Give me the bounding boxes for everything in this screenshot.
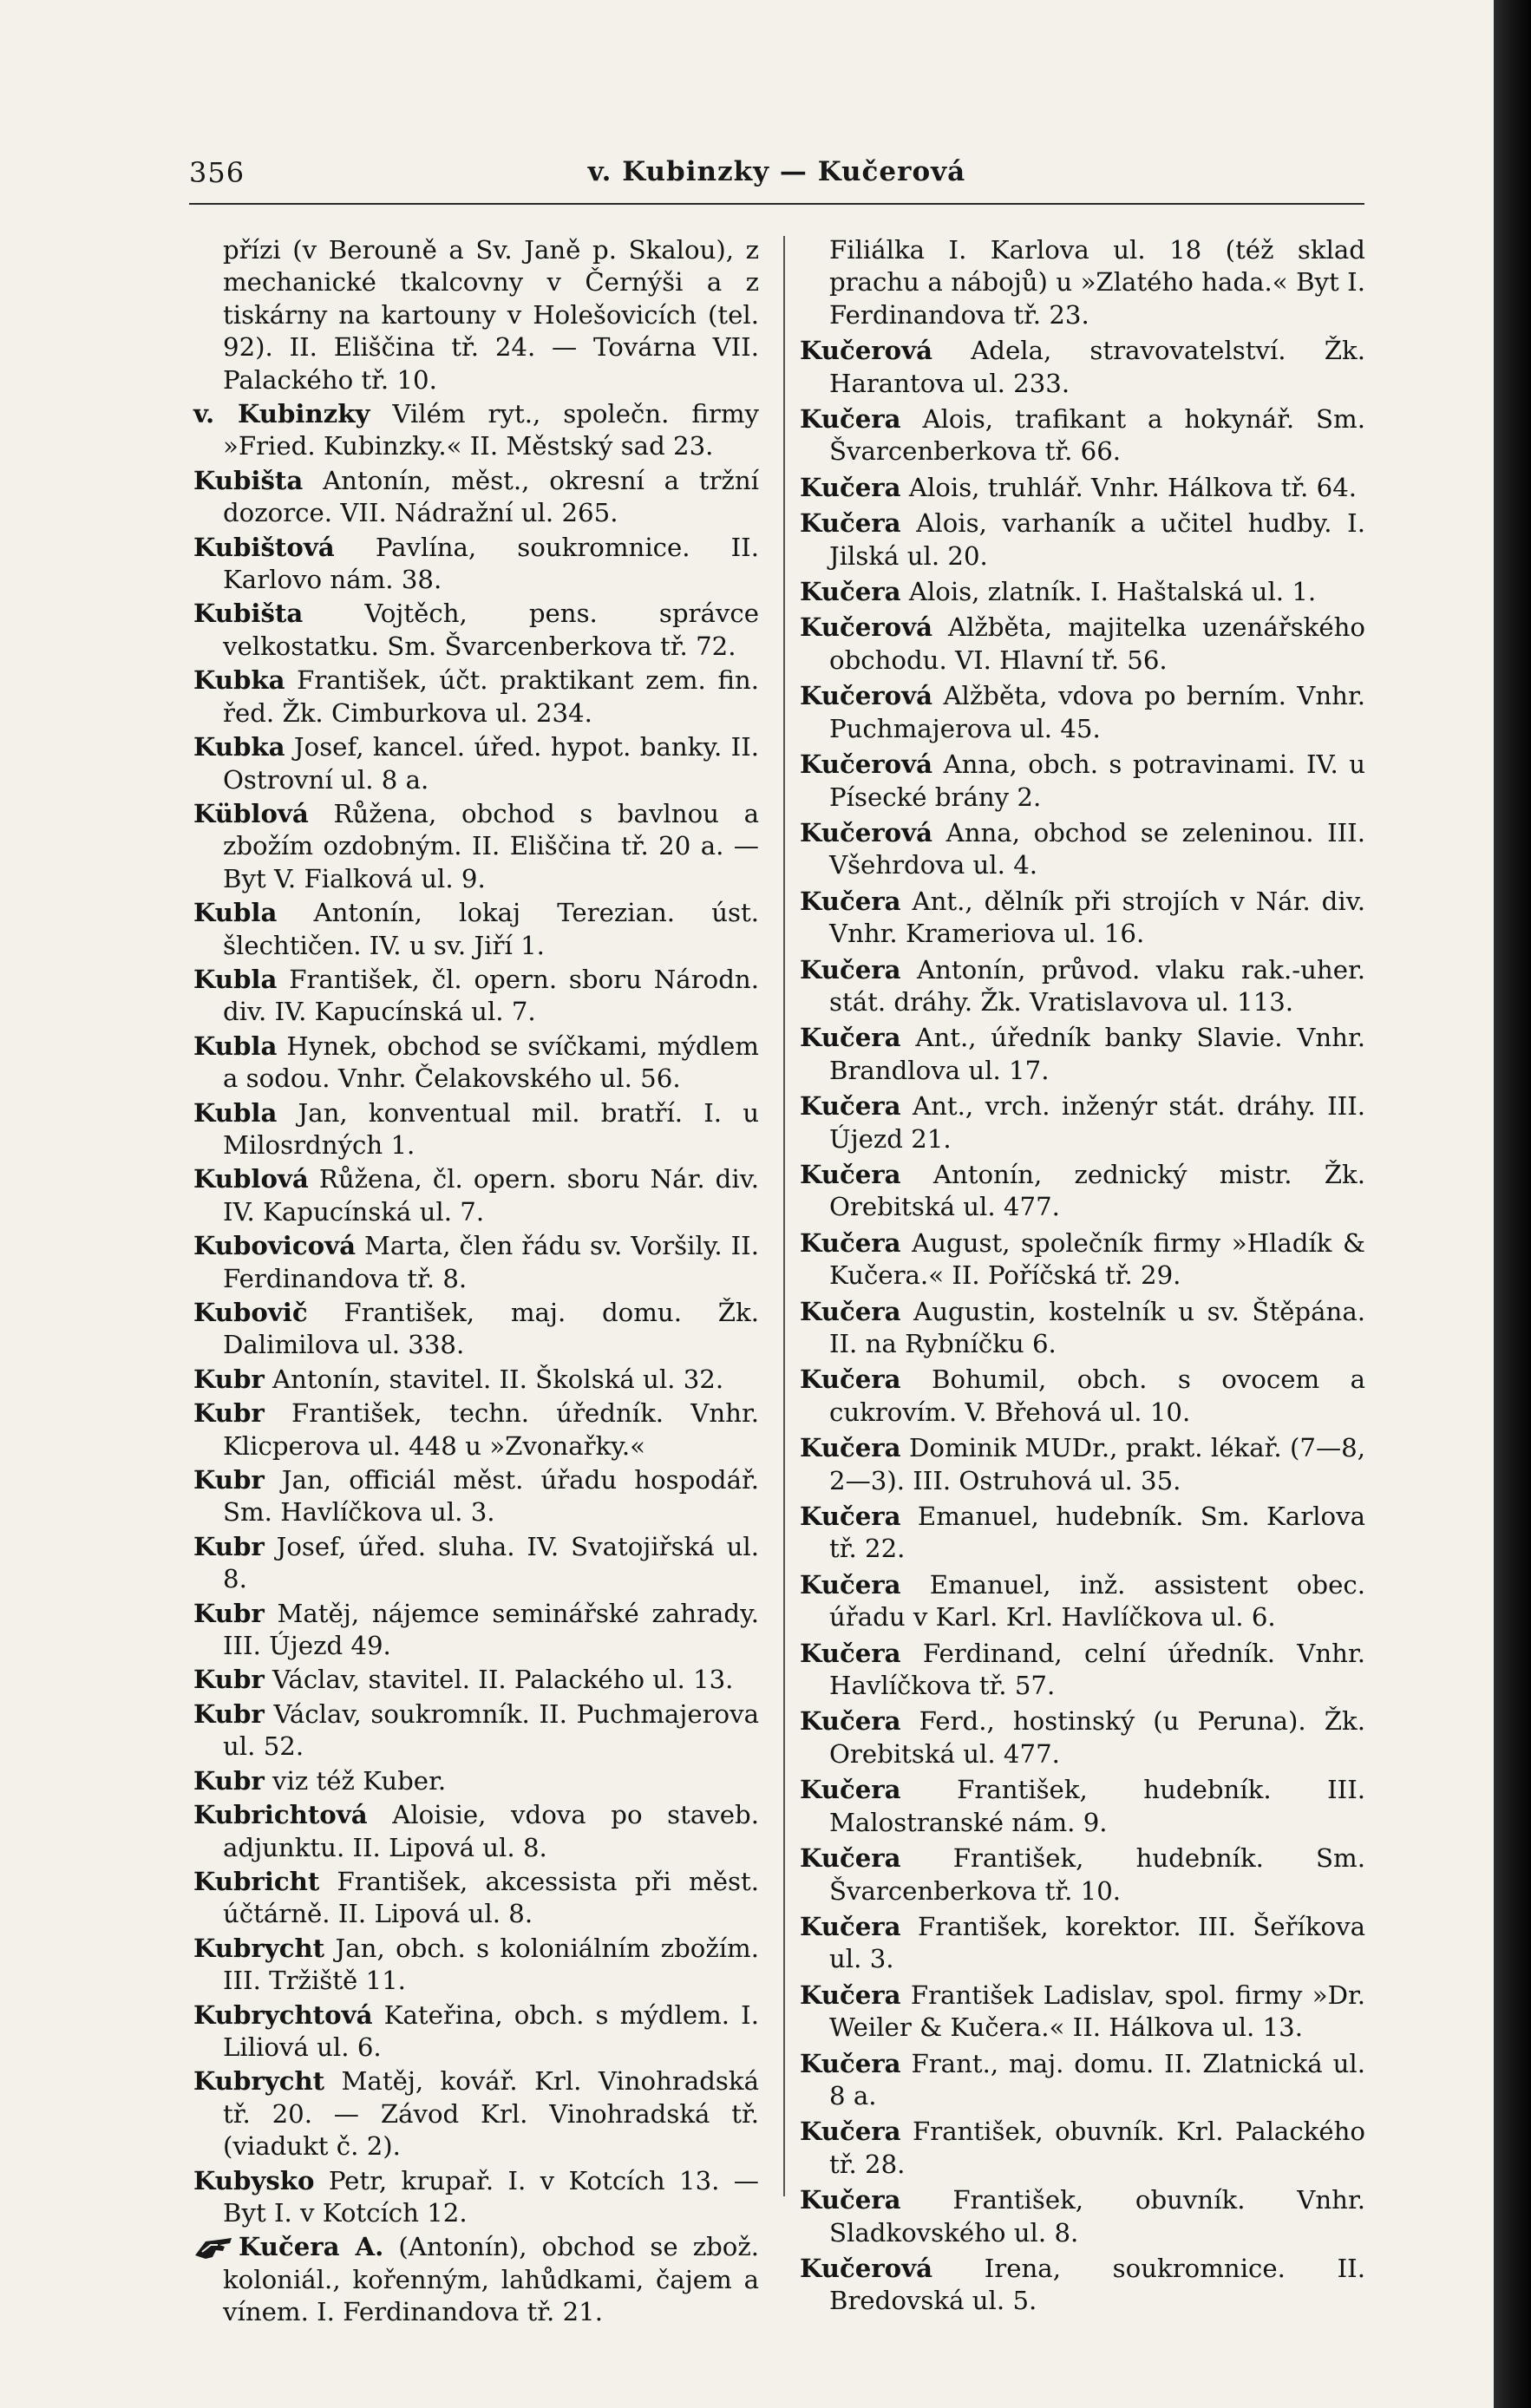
- entry-details: Josef, kancel. úřed. hypot. banky. II. Ostrovní ul. 8 a.: [223, 732, 760, 795]
- left-column: [193, 234, 759, 2331]
- entry-details: František, techn. úředník. Vnhr. Klicperova ul. 448 u »Zvonařky.«: [223, 1398, 759, 1461]
- entry-details: Vojtěch, pens. správce velkostatku. Sm. Švarcenberkova tř. 72.: [223, 599, 759, 661]
- entry-details: přízi (v Berouně a Sv. Janě p. Skalou), z mechanické tkalcovny v Černýši a z tiskárny na kartouny v Holešovicích (tel. 92). II. Eliščina tř. 24. — Továrna VII. Palackého tř. 10.: [223, 235, 759, 395]
- entry-name: Kubr: [193, 1665, 265, 1695]
- directory-entry: [193, 1698, 759, 1763]
- entry-details: František, hudebník. Sm. Švarcenberkova tř. 10.: [829, 1843, 1366, 1906]
- directory-entry: [193, 1397, 759, 1462]
- directory-entry: [800, 817, 1365, 882]
- entry-details: Anna, obch. s potravinami. IV. u Písecké brány 2.: [829, 749, 1366, 812]
- entry-details: František, obuvník. Krl. Palackého tř. 28.: [829, 2117, 1366, 2179]
- entry-details: Jan, officiál měst. úřadu hospodář. Sm. Havlíčkova ul. 3.: [223, 1465, 759, 1528]
- directory-entry: [193, 1163, 759, 1228]
- entry-details: František, korektor. III. Šeříkova ul. 3.: [829, 1911, 1365, 1974]
- entry-name: Kučera: [800, 1296, 901, 1326]
- entry-details: Ant., vrch. inženýr stát. dráhy. III. Újezd 21.: [829, 1091, 1365, 1154]
- directory-entry: [800, 1501, 1365, 1566]
- page-number: 356: [189, 156, 245, 189]
- entry-name: Kučera A.: [239, 2232, 384, 2262]
- directory-entry: [193, 1230, 759, 1295]
- directory-entry: [193, 1933, 759, 1998]
- entry-details: Ant., úředník banky Slavie. Vnhr. Brandlova ul. 17.: [829, 1023, 1365, 1085]
- entry-details: Filiálka I. Karlova ul. 18 (též sklad prachu a nábojů) u »Zlatého hada.« Byt I. Ferdinandova tř. 23.: [829, 235, 1365, 330]
- entry-name: Kučera: [800, 2048, 901, 2078]
- entry-name: Kučera: [800, 1843, 901, 1874]
- directory-entry: [193, 1799, 759, 1864]
- entry-name: Kučera: [800, 1775, 901, 1805]
- entry-details: Antonín, stavitel. II. Školská ul. 32.: [272, 1364, 724, 1394]
- directory-entry: [193, 532, 759, 597]
- directory-entry: [800, 335, 1365, 400]
- entry-details: Emanuel, hudebník. Sm. Karlova tř. 22.: [829, 1502, 1365, 1564]
- entry-name: Kučera: [800, 1023, 901, 1053]
- entry-name: Kubištová: [193, 532, 335, 562]
- entry-name: Kubišta: [193, 599, 304, 629]
- entry-name: Kučera: [800, 1569, 901, 1600]
- entry-details: František, čl. opern. sboru Národn. div. IV. Kapucínská ul. 7.: [223, 964, 759, 1027]
- book-binding-edge: [1494, 0, 1531, 2408]
- entry-name: Kubr: [193, 1364, 265, 1394]
- entry-details: Jan, obch. s koloniálním zbožím. III. Tržiště 11.: [223, 1933, 760, 1996]
- directory-entry: [193, 1866, 759, 1931]
- directory-entry: [800, 886, 1365, 951]
- entry-name: Kubr: [193, 1698, 265, 1729]
- entry-name: Kučera: [800, 472, 901, 502]
- directory-entry: [193, 465, 759, 530]
- page-header: [189, 156, 1364, 201]
- entry-details: Josef, úřed. sluha. IV. Svatojiřská ul. 8.: [223, 1531, 759, 1594]
- entry-name: v. Kubinzky: [193, 399, 370, 429]
- directory-entry: [800, 1227, 1365, 1292]
- entry-details: František, účt. praktikant zem. fin. řed. Žk. Cimburkova ul. 234.: [223, 665, 759, 728]
- entry-name: Kubrichtová: [193, 1800, 368, 1830]
- entry-details: Frant., maj. domu. II. Zlatnická ul. 8 a.: [829, 2048, 1365, 2110]
- entry-name: Kubla: [193, 898, 278, 928]
- entry-details: (Antonín), obchod se zbož. koloniál., kořenným, lahůdkami, čajem a vínem. I. Ferdinandova tř. 21.: [223, 2232, 759, 2327]
- directory-entry: [193, 731, 759, 796]
- entry-name: Kubr: [193, 1465, 265, 1495]
- entry-details: František, hudebník. III. Malostranské nám. 9.: [829, 1775, 1365, 1837]
- entry-details: Pavlína, soukromnice. II. Karlovo nám. 38.: [223, 532, 759, 595]
- directory-entry: [800, 1774, 1365, 1839]
- entry-details: Alois, varhaník a učitel hudby. I. Jilská ul. 20.: [829, 508, 1365, 571]
- entry-details: František Ladislav, spol. firmy »Dr. Weiler & Kučera.« II. Hálkova ul. 13.: [829, 1979, 1365, 2043]
- entry-name: Kučera: [800, 1091, 901, 1122]
- entry-name: Kučera: [800, 1433, 901, 1463]
- entry-name: Kučera: [800, 1364, 901, 1395]
- entry-name: Kučera: [800, 404, 901, 435]
- directory-entry: [800, 2253, 1365, 2318]
- entry-details: Václav, soukromník. II. Puchmajerova ul. 52.: [223, 1698, 760, 1762]
- entry-name: Kubr: [193, 1398, 265, 1429]
- directory-entry: [800, 680, 1365, 745]
- entry-details: Alžběta, majitelka uzenářského obchodu. VI. Hlavní tř. 56.: [829, 612, 1365, 675]
- directory-entry: [800, 2184, 1365, 2249]
- entry-details: Antonín, lokaj Terezian. úst. šlechtičen. IV. u sv. Jiří 1.: [223, 898, 759, 960]
- directory-entry: [800, 472, 1365, 504]
- entry-name: Kubla: [193, 1031, 278, 1061]
- entry-details: Hynek, obchod se svíčkami, mýdlem a sodou. Vnhr. Čelakovského ul. 56.: [223, 1031, 759, 1094]
- entry-name: Kučera: [800, 1227, 901, 1258]
- entry-name: Kubr: [193, 1765, 265, 1796]
- directory-entry: [193, 1765, 759, 1797]
- entry-name: Kučerová: [800, 2253, 933, 2283]
- entry-details: Ant., dělník při strojích v Nár. div. Vnhr. Krameriova ul. 16.: [829, 886, 1365, 949]
- directory-entry: [193, 1664, 759, 1696]
- entry-details: Matěj, kovář. Krl. Vinohradská tř. 20. — Závod Krl. Vinohradská tř. (viadukt č. 2).: [223, 2066, 759, 2162]
- directory-entry: [193, 234, 759, 396]
- directory-entry: [193, 1097, 759, 1162]
- entry-details: viz též Kuber.: [272, 1765, 447, 1796]
- entry-details: August, společník firmy »Hladík & Kučera.« II. Poříčská tř. 29.: [829, 1227, 1365, 1291]
- entry-details: Irena, soukromnice. II. Bredovská ul. 5.: [829, 2253, 1365, 2316]
- directory-entry: [800, 576, 1365, 608]
- directory-entry: [800, 1364, 1365, 1429]
- entry-details: Václav, stavitel. II. Palackého ul. 13.: [272, 1665, 734, 1695]
- entry-name: Kubovič: [193, 1298, 308, 1327]
- entry-name: Kubla: [193, 1097, 278, 1128]
- directory-entry: [800, 403, 1365, 468]
- entry-name: Kubka: [193, 732, 285, 762]
- directory-entry: [800, 749, 1365, 814]
- entry-name: Kučera: [800, 508, 901, 539]
- entry-details: Alois, truhlář. Vnhr. Hálkova tř. 64.: [908, 472, 1358, 502]
- directory-entry: [800, 234, 1365, 331]
- directory-entry: [800, 507, 1365, 573]
- entry-details: Antonín, průvod. vlaku rak.-uher. stát. dráhy. Žk. Vratislavova ul. 113.: [829, 954, 1365, 1017]
- entry-details: Bohumil, obch. s ovocem a cukrovím. V. Břehová ul. 10.: [829, 1364, 1365, 1427]
- entry-details: Anna, obchod se zeleninou. III. Všehrdova ul. 4.: [829, 817, 1365, 880]
- entry-details: Antonín, zednický mistr. Žk. Orebitská ul. 477.: [829, 1159, 1365, 1222]
- entry-details: Aloisie, vdova po staveb. adjunktu. II. Lipová ul. 8.: [223, 1800, 760, 1862]
- right-column: [800, 234, 1365, 2321]
- directory-entry: [193, 1999, 759, 2064]
- entry-details: Vilém ryt., společn. firmy »Fried. Kubinzky.« II. Městský sad 23.: [223, 399, 759, 461]
- entry-details: Alois, zlatník. I. Haštalská ul. 1.: [908, 577, 1317, 607]
- entry-name: Kučerová: [800, 681, 933, 711]
- entry-details: Ferd., hostinský (u Peruna). Žk. Orebitská ul. 477.: [829, 1706, 1365, 1769]
- entry-name: Kublová: [193, 1164, 309, 1194]
- directory-entry: [800, 1296, 1365, 1361]
- entry-details: Adela, stravovatelství. Žk. Harantova ul. 233.: [829, 336, 1366, 398]
- directory-entry: [800, 1911, 1365, 1976]
- entry-name: Kubrychtová: [193, 1999, 373, 2030]
- entry-details: Růžena, obchod s bavlnou a zbožím ozdobným. II. Eliščina tř. 20 a. — Byt V. Fialková ul. 9.: [223, 798, 759, 893]
- directory-entry: [800, 612, 1365, 677]
- directory-entry: [800, 1090, 1365, 1155]
- directory-entry: [800, 2116, 1365, 2181]
- directory-entry: [193, 398, 759, 463]
- directory-entry: [193, 798, 759, 895]
- directory-entry: [193, 2165, 759, 2230]
- entry-name: Kučera: [800, 954, 901, 985]
- entry-name: Kučerová: [800, 336, 933, 366]
- directory-entry: [193, 2065, 759, 2163]
- entry-details: František, akcessista při měst. účtárně. II. Lipová ul. 8.: [223, 1866, 759, 1929]
- entry-details: Emanuel, inž. assistent obec. úřadu v Karl. Krl. Havlíčkova ul. 6.: [829, 1569, 1366, 1633]
- directory-entry: [193, 964, 759, 1029]
- directory-entry: [800, 1159, 1365, 1224]
- entry-details: Petr, krupař. I. v Kotcích 13. — Byt I. v Kotcích 12.: [223, 2165, 759, 2228]
- directory-entry: [800, 1979, 1365, 2045]
- directory-entry: [193, 897, 759, 962]
- entry-name: Kučera: [800, 1911, 901, 1941]
- entry-details: Alžběta, vdova po berním. Vnhr. Puchmajerova ul. 45.: [829, 681, 1365, 743]
- entry-details: Alois, trafikant a hokynář. Sm. Švarcenberkova tř. 66.: [829, 404, 1365, 467]
- entry-details: Ferdinand, celní úředník. Vnhr. Havlíčkova tř. 57.: [829, 1638, 1366, 1701]
- entry-name: Kubricht: [193, 1866, 320, 1896]
- entry-name: Kučera: [800, 1638, 901, 1668]
- directory-entry: [193, 1297, 759, 1362]
- directory-entry: [800, 1705, 1365, 1770]
- header-rule: [189, 203, 1364, 205]
- entry-name: Kubovicová: [193, 1231, 356, 1261]
- entry-name: Kubr: [193, 1531, 265, 1561]
- entry-details: Antonín, měst., okresní a tržní dozorce. VII. Nádražní ul. 265.: [223, 465, 760, 528]
- entry-details: František, maj. domu. Žk. Dalimilova ul. 338.: [223, 1298, 759, 1360]
- directory-entry: [193, 1598, 759, 1663]
- directory-entry: [800, 1842, 1365, 1907]
- entry-details: Matěj, nájemce seminářské zahrady. III. Újezd 49.: [223, 1598, 759, 1661]
- entry-name: Kučerová: [800, 612, 933, 643]
- entry-name: Kučera: [800, 1706, 901, 1737]
- entry-name: Kubrycht: [193, 2066, 325, 2097]
- pointing-hand-icon: [193, 2235, 235, 2261]
- entry-details: Růžena, čl. opern. sboru Nár. div. IV. Kapucínská ul. 7.: [223, 1164, 760, 1227]
- directory-entry: [800, 954, 1365, 1019]
- directory-entry: [193, 1531, 759, 1596]
- entry-details: Augustin, kostelník u sv. Štěpána. II. na Rybníčku 6.: [829, 1296, 1365, 1358]
- column-divider: [783, 236, 785, 2196]
- entry-details: Marta, člen řádu sv. Voršily. II. Ferdinandova tř. 8.: [223, 1231, 759, 1293]
- entry-details: Dominik MUDr., prakt. lékař. (7—8, 2—3). III. Ostruhová ul. 35.: [829, 1433, 1366, 1495]
- directory-entry: [193, 598, 759, 663]
- directory-entry: [193, 1031, 759, 1096]
- entry-name: Kučera: [800, 2117, 901, 2147]
- directory-entry: [193, 664, 759, 730]
- entry-name: Kubr: [193, 1598, 265, 1628]
- directory-entry: [193, 2231, 759, 2328]
- entry-details: František, obuvník. Vnhr. Sladkovského ul. 8.: [829, 2185, 1365, 2248]
- entry-name: Kubka: [193, 665, 285, 696]
- entry-name: Kučera: [800, 577, 901, 607]
- running-head: v. Kubinzky — Kučerová: [587, 156, 966, 187]
- entry-name: Küblová: [193, 798, 309, 828]
- directory-entry: [800, 2048, 1365, 2113]
- entry-details: Jan, konventual mil. bratří. I. u Milosrdných 1.: [223, 1097, 759, 1160]
- entry-name: Kučera: [800, 886, 901, 916]
- directory-entry: [800, 1638, 1365, 1703]
- entry-name: Kubišta: [193, 465, 304, 495]
- directory-entry: [193, 1464, 759, 1529]
- entry-name: Kučera: [800, 1159, 901, 1189]
- entry-name: Kubrycht: [193, 1933, 325, 1963]
- entry-name: Kučera: [800, 1979, 901, 2010]
- directory-entry: [800, 1432, 1365, 1497]
- entry-name: Kučerová: [800, 817, 933, 847]
- entry-details: Kateřina, obch. s mýdlem. I. Liliová ul. 6.: [223, 1999, 759, 2062]
- entry-name: Kučerová: [800, 749, 933, 780]
- directory-entry: [800, 1569, 1365, 1634]
- entry-name: Kubysko: [193, 2165, 315, 2195]
- entry-name: Kubla: [193, 964, 278, 994]
- entry-name: Kučera: [800, 1502, 901, 1532]
- directory-entry: [800, 1022, 1365, 1087]
- entry-name: Kučera: [800, 2185, 901, 2215]
- directory-entry: [193, 1364, 759, 1396]
